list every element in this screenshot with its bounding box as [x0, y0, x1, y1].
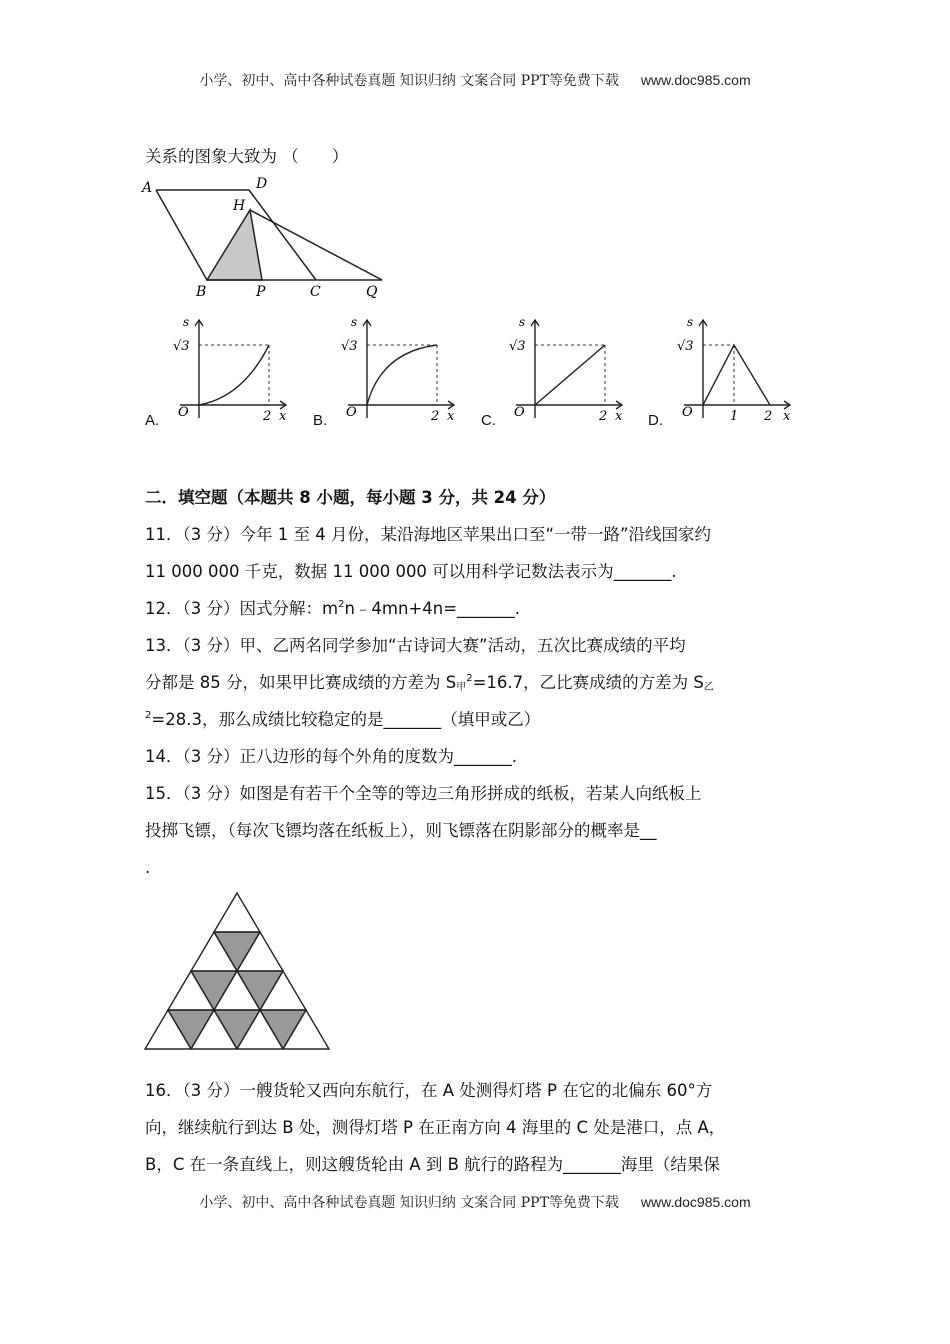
option-c-graph[interactable]	[504, 312, 629, 424]
shaded-piece	[237, 971, 283, 1010]
svg-text:√3: √3	[509, 339, 526, 354]
option-a-graph[interactable]	[168, 312, 293, 424]
svg-text:s: s	[183, 315, 190, 329]
page-header	[0, 70, 950, 90]
q12-line: 12．（3 分）因式分解：$m^2n﹣4mn+4n=\_\_\_\_\_\_\_$.	[145, 599, 521, 618]
svg-text:2: 2	[599, 409, 608, 424]
q11-line1: 11．（3 分）今年 1 至 4 月份，某沿海地区苹果出口至“一带一路”沿线国家约	[145, 525, 712, 544]
label-q: Q	[366, 284, 378, 300]
label-h: H	[233, 198, 246, 214]
option-c-label[interactable]: C.	[481, 412, 496, 429]
svg-text:√3: √3	[341, 339, 358, 354]
label-c: C	[310, 284, 321, 300]
q10-tail: 关系的图象大致为 （ ）	[145, 147, 349, 166]
header-url[interactable]: www.doc985.com	[640, 72, 751, 88]
shaded-triangle	[207, 210, 262, 280]
option-d-graph[interactable]	[672, 312, 797, 424]
shaded-piece	[191, 971, 237, 1010]
option-b-label[interactable]: B.	[313, 412, 328, 429]
svg-text:s: s	[519, 315, 526, 329]
q16-line1: 16．（3 分）一艘货轮又西向东航行，在 A 处测得灯塔 P 在它的北偏东 60°方	[145, 1081, 713, 1100]
svg-text:O: O	[346, 405, 357, 420]
shaded-piece	[214, 932, 260, 971]
q16-line3: B，C 在一条直线上，则这艘货轮由 A 到 B 航行的路程为_______海里（结果保	[145, 1155, 720, 1174]
svg-text:1: 1	[730, 409, 739, 424]
q13-line1: 13．（3 分）甲、乙两名同学参加“古诗词大赛”活动，五次比赛成绩的平均	[145, 636, 686, 655]
footer-url[interactable]: www.doc985.com	[640, 1194, 751, 1210]
svg-text:O: O	[514, 405, 525, 420]
shaded-piece	[214, 1010, 260, 1049]
q15-line3: .	[145, 858, 151, 877]
option-b-graph[interactable]	[336, 312, 461, 424]
page-footer	[0, 1192, 950, 1212]
segment-ab	[156, 190, 207, 280]
option-a-label[interactable]: A.	[145, 412, 160, 429]
q15-line1: 15．（3 分）如图是有若干个全等的等边三角形拼成的纸板，若某人向纸板上	[145, 784, 702, 803]
label-b: B	[196, 284, 207, 300]
svg-text:O: O	[178, 405, 189, 420]
label-a: A	[142, 180, 153, 196]
label-d: D	[256, 176, 268, 192]
label-p: P	[256, 284, 266, 300]
header-text: 小学、初中、高中各种试卷真题 知识归纳 文案合同 PPT等免费下载	[199, 73, 619, 89]
section-title: 二．填空题（本题共 8 小题，每小题 3 分，共 24 分）	[145, 488, 556, 507]
svg-text:2: 2	[764, 409, 773, 424]
svg-text:O: O	[682, 405, 693, 420]
svg-text:√3: √3	[677, 339, 694, 354]
svg-text:s: s	[351, 315, 358, 329]
shaded-piece	[260, 1010, 306, 1049]
svg-text:x: x	[447, 409, 455, 424]
footer-text: 小学、初中、高中各种试卷真题 知识归纳 文案合同 PPT等免费下载	[199, 1195, 619, 1211]
q11-line2: 11 000 000 千克，数据 11 000 000 可以用科学记数法表示为_______.	[145, 562, 677, 581]
svg-text:x: x	[279, 409, 287, 424]
svg-text:s: s	[687, 315, 694, 329]
svg-text:x: x	[615, 409, 623, 424]
svg-text:x: x	[783, 409, 791, 424]
q14-line1: 14．（3 分）正八边形的每个外角的度数为_______.	[145, 747, 517, 766]
q13-line2: 分都是 85 分，如果甲比赛成绩的方差为 $S_甲^2=16.7$，乙比赛成绩的方差为 $S_乙$	[145, 673, 714, 693]
q10-figure	[140, 172, 390, 302]
shaded-piece	[168, 1010, 214, 1049]
option-d-label[interactable]: D.	[648, 412, 663, 429]
q13-line3: $^2$=28.3，那么成绩比较稳定的是_______（填甲或乙）	[145, 710, 541, 729]
svg-text:2: 2	[263, 409, 272, 424]
q16-line2: 向，继续航行到达 B 处，测得灯塔 P 在正南方向 4 海里的 C 处是港口，点 A，	[145, 1118, 726, 1137]
svg-text:2: 2	[431, 409, 440, 424]
q15-triangle-board	[140, 888, 335, 1060]
segment-hq	[250, 210, 382, 280]
svg-text:√3: √3	[173, 339, 190, 354]
q15-line2: 投掷飞镖，（每次飞镖均落在纸板上），则飞镖落在阴影部分的概率是__	[145, 821, 657, 840]
